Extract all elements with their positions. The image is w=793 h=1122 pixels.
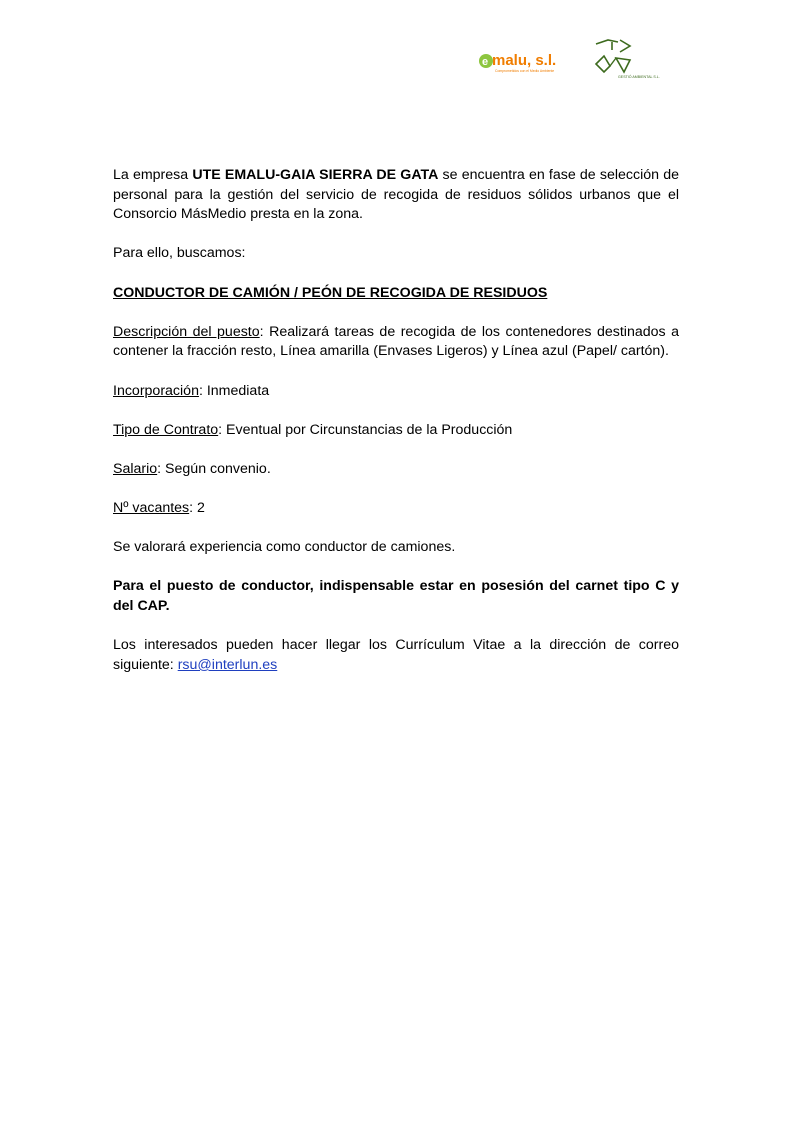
vacancies-text: : 2 [189,500,205,517]
email-link[interactable]: rsu@interlun.es [177,656,278,673]
job-posting [113,166,679,695]
description-paragraph [113,323,679,362]
svg-text:GESTIÓ AMBIENTAL S.L.: GESTIÓ AMBIENTAL S.L. [618,75,660,79]
header-logos [478,36,678,82]
contact-text: Los interesados pueden hacer llegar los Currículum Vitae a la dirección de correo siguiente: [113,637,679,673]
svg-text:malu, s.l.: malu, s.l. [492,52,557,69]
lead-text: Para ello, buscamos: [113,245,246,262]
intro-paragraph [113,166,679,225]
incorporation-text: : Inmediata [198,382,270,399]
emalu-logo [478,50,578,74]
contract-paragraph [113,421,679,441]
description-text: : Realizará tareas de recogida de los contenedores destinados a contener la fracción resto, Línea amarilla (Envases Ligeros) y Línea azul (Papel/ cartón). [113,323,680,360]
contact-paragraph [113,636,679,675]
vacancies-paragraph [113,499,679,519]
job-title-text: CONDUCTOR DE CAMIÓN / PEÓN DE RECOGIDA DE RESIDUOS [113,284,548,301]
experience-paragraph: Se valorará experiencia como conductor de camiones. [113,539,456,556]
job-title [113,284,679,304]
contract-label: Tipo de Contrato [113,421,219,438]
salary-text: : Según convenio. [157,460,271,477]
incorporation-paragraph [113,382,679,402]
svg-text:e: e [482,56,489,68]
svg-text:Comprometidos con el Medio Amb: Comprometidos con el Medio Ambiente [495,69,555,73]
description-label: Descripción del puesto [113,323,260,340]
vacancies-label: Nº vacantes [113,500,190,517]
contract-text: : Eventual por Circunstancias de la Producción [218,421,513,438]
incorporation-label: Incorporación [113,382,199,399]
salary-paragraph [113,460,679,480]
salary-label: Salario [113,460,158,477]
intro-suffix: se encuentra en fase de selección de personal para la gestión del servicio de recogida de residuos sólidos urbanos que el Consorcio MásMedio presta en la zona. [113,167,679,223]
requirement-paragraph: Para el puesto de conductor, indispensable estar en posesión del carnet tipo C y del CAP. [113,578,679,615]
gaia-logo [590,36,662,80]
intro-prefix: La empresa [113,167,193,183]
company-name: UTE EMALU-GAIA SIERRA DE GATA [192,167,439,183]
